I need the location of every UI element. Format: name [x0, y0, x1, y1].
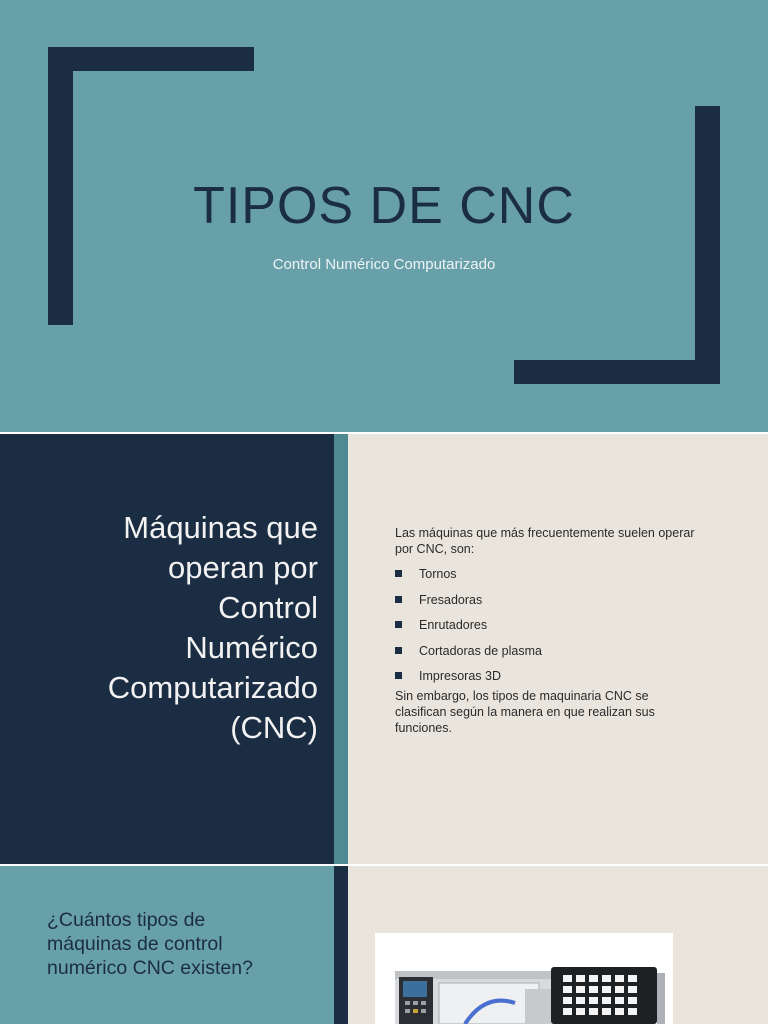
list-item-label: Cortadoras de plasma: [419, 643, 542, 658]
accent-strip: [334, 434, 348, 864]
heading-line: Máquinas que: [123, 510, 318, 545]
heading-line: operan por: [168, 550, 318, 585]
list-item: [395, 668, 695, 684]
types-slide: [0, 866, 768, 1024]
corner-bracket-top-left: [48, 47, 254, 71]
square-bullet-icon: [395, 570, 402, 577]
corner-bracket-bottom-right-vertical: [695, 106, 720, 384]
list-item-label: Fresadoras: [419, 592, 483, 607]
list-item: [395, 566, 695, 582]
square-bullet-icon: [395, 621, 402, 628]
machines-text: [395, 525, 695, 736]
intro-paragraph: Las máquinas que más frecuentemente suelen operar por CNC, son:: [395, 526, 695, 556]
outro-paragraph: Sin embargo, los tipos de maquinaria CNC se clasifican según la manera en que realizan sus funciones.: [395, 689, 655, 735]
accent-strip: [334, 866, 348, 1024]
slide-subtitle: Control Numérico Computarizado: [272, 256, 496, 273]
section-heading: [47, 908, 327, 980]
machines-slide: [0, 434, 768, 864]
heading-line: máquinas de control: [47, 933, 223, 955]
corner-bracket-bottom-right: [514, 360, 720, 384]
heading-line: ¿Cuántos tipos de: [47, 909, 206, 931]
square-bullet-icon: [395, 672, 402, 679]
heading-line: Control: [218, 590, 318, 625]
title-slide: [0, 0, 768, 432]
heading-line: Computarizado: [107, 670, 318, 705]
heading-line: Numérico: [185, 630, 318, 665]
list-item: [395, 592, 695, 608]
cnc-machine-illustration: [375, 933, 673, 1024]
list-item: [395, 617, 695, 633]
cnc-machine-image: [375, 933, 673, 1024]
square-bullet-icon: [395, 596, 402, 603]
heading-line: numérico CNC existen?: [47, 957, 253, 979]
list-item-label: Enrutadores: [419, 618, 488, 632]
machines-list: [395, 566, 695, 684]
section-heading: [18, 508, 318, 748]
list-item-label: Impresoras 3D: [419, 669, 501, 683]
slide-title: TIPOS DE CNC: [193, 177, 575, 235]
square-bullet-icon: [395, 647, 402, 654]
list-item-label: Tornos: [419, 567, 457, 581]
list-item: [395, 643, 695, 659]
heading-line: (CNC): [230, 710, 318, 745]
